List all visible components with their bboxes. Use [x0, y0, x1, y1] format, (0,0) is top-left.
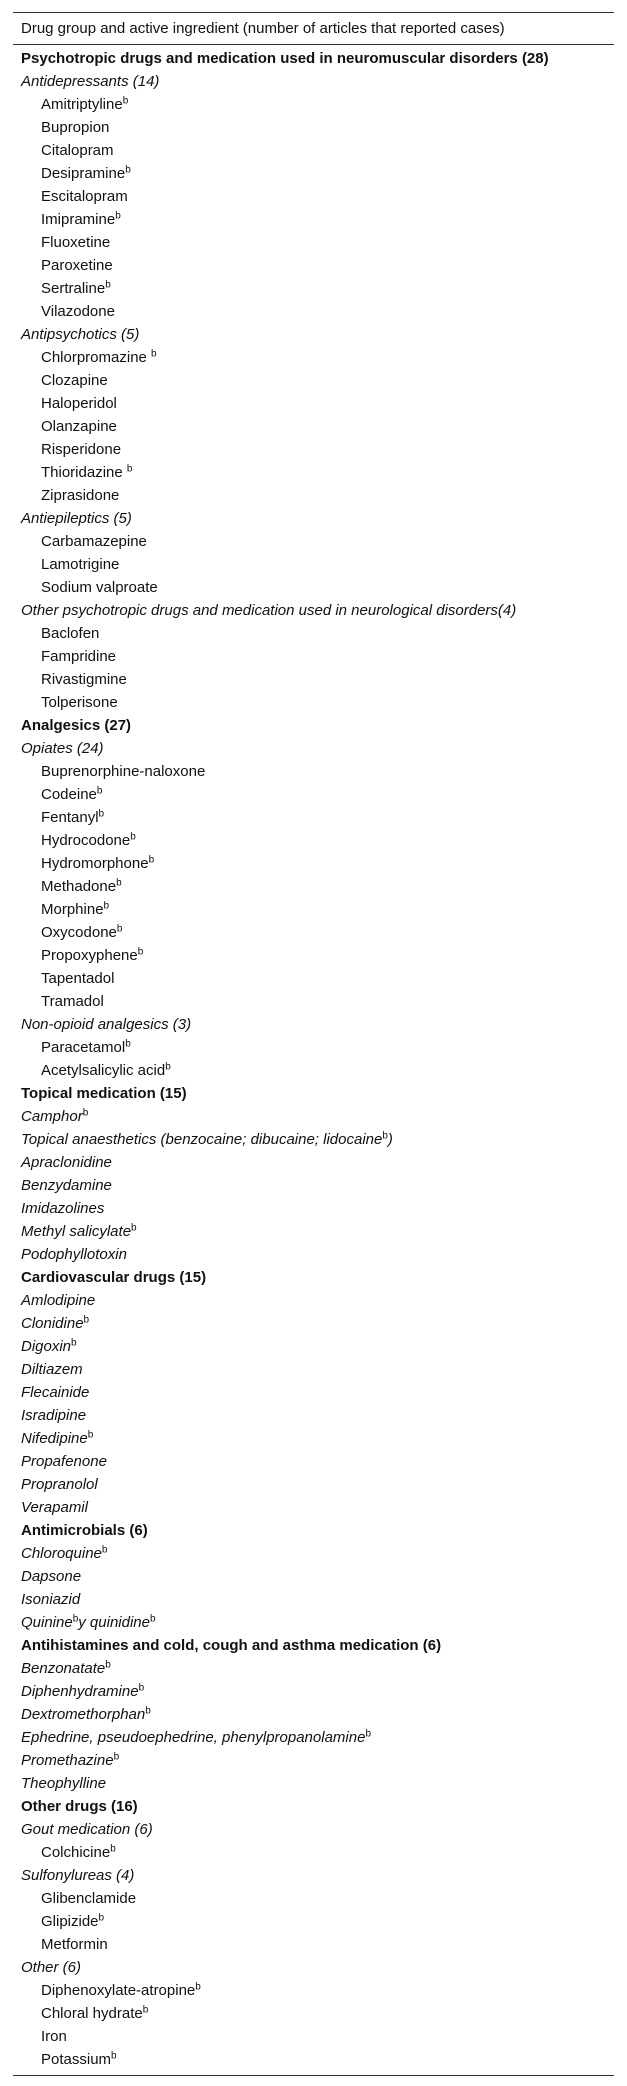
drug-ingredient-row — [13, 783, 614, 806]
drug-group-row — [13, 1519, 614, 1542]
row-text: Potassium — [41, 2051, 112, 2068]
drug-ingredient-row — [13, 277, 614, 300]
row-text: Lamotrigine — [41, 556, 120, 573]
footnote-marker: b — [148, 854, 155, 866]
footnote-marker: b — [82, 1107, 89, 1119]
row-text: Olanzapine — [41, 418, 117, 435]
row-text: Amlodipine — [21, 1292, 96, 1309]
footnote-marker: b — [103, 900, 110, 912]
drug-ingredient-row — [13, 208, 614, 231]
drug-subgroup-row — [13, 1542, 614, 1565]
drug-ingredient-row — [13, 438, 614, 461]
row-text: Iron — [41, 2028, 67, 2045]
row-text: Diltiazem — [21, 1361, 83, 1378]
row-text: Amitriptyline — [41, 96, 123, 113]
drug-subgroup-row — [13, 1703, 614, 1726]
footnote-marker: b — [87, 1429, 94, 1441]
row-text: Antipsychotics (5) — [21, 326, 140, 343]
footnote-marker: b — [142, 2004, 149, 2016]
drug-ingredient-row — [13, 93, 614, 116]
drug-ingredient-row — [13, 369, 614, 392]
drug-ingredient-row — [13, 415, 614, 438]
footnote-marker: b — [105, 279, 111, 291]
drug-ingredient-row — [13, 139, 614, 162]
footnote-marker: b — [98, 1912, 105, 1924]
drug-ingredient-row — [13, 162, 614, 185]
drug-ingredient-row — [13, 346, 614, 369]
row-text: Promethazine — [21, 1752, 114, 1769]
drug-ingredient-row — [13, 852, 614, 875]
row-text: Fluoxetine — [41, 234, 111, 251]
drug-ingredient-row — [13, 2025, 614, 2048]
footnote-marker: b — [101, 1544, 108, 1556]
row-text: Quinine — [21, 1614, 73, 1631]
row-text: Other psychotropic drugs and medication used in neurological disorders(4) — [21, 602, 517, 619]
drug-subgroup-row — [13, 1772, 614, 1795]
drug-ingredient-row — [13, 576, 614, 599]
drug-subgroup-row — [13, 599, 614, 622]
row-text: Metformin — [41, 1936, 108, 1953]
footnote-marker: b — [165, 1061, 171, 1073]
row-text: Digoxin — [21, 1338, 72, 1355]
footnote-marker: b — [137, 946, 144, 958]
drug-subgroup-row — [13, 1657, 614, 1680]
row-text: Benzonatate — [21, 1660, 106, 1677]
footnote-marker: b — [125, 164, 131, 176]
row-text: Topical medication (15) — [21, 1085, 187, 1102]
drug-subgroup-row — [13, 1197, 614, 1220]
row-text: Sodium valproate — [41, 579, 158, 596]
row-text: Hydromorphone — [41, 855, 149, 872]
row-text: Diphenoxylate-atropine — [41, 1982, 196, 1999]
row-text: Nifedipine — [21, 1430, 88, 1447]
row-text: Imipramine — [41, 211, 116, 228]
drug-subgroup-row — [13, 323, 614, 346]
drug-ingredient-row — [13, 185, 614, 208]
row-text: Tramadol — [41, 993, 104, 1010]
drug-ingredient-row — [13, 553, 614, 576]
drug-subgroup-row — [13, 1404, 614, 1427]
row-text: Diphenhydramine — [21, 1683, 139, 1700]
row-text: Oxycodone — [41, 924, 117, 941]
row-text: Dapsone — [21, 1568, 82, 1585]
drug-group-row — [13, 714, 614, 737]
row-text: Chloroquine — [21, 1545, 102, 1562]
row-text: Dextromethorphan — [21, 1706, 146, 1723]
footnote-marker: b — [195, 1981, 201, 1993]
drug-subgroup-row — [13, 1174, 614, 1197]
row-text-continued: y quinidine — [78, 1614, 150, 1631]
drug-ingredient-row — [13, 484, 614, 507]
row-text: Propafenone — [21, 1453, 107, 1470]
drug-subgroup-row — [13, 1312, 614, 1335]
drug-ingredient-row — [13, 461, 614, 484]
drug-subgroup-row — [13, 1128, 614, 1151]
row-text: Gout medication (6) — [21, 1821, 153, 1838]
row-text: Vilazodone — [41, 303, 115, 320]
row-text: Topical anaesthetics (benzocaine; dibucaine; lidocaine — [21, 1131, 383, 1148]
drug-subgroup-row — [13, 70, 614, 93]
drug-ingredient-row — [13, 622, 614, 645]
row-text: Tolperisone — [41, 694, 118, 711]
footnote-marker: b — [96, 785, 103, 797]
drug-ingredient-row — [13, 921, 614, 944]
row-text: Non-opioid analgesics (3) — [21, 1016, 192, 1033]
row-text: Propranolol — [21, 1476, 98, 1493]
footnote-marker: b — [72, 1613, 79, 1625]
row-text: Sertraline — [41, 280, 106, 297]
row-text: Benzydamine — [21, 1177, 112, 1194]
footnote-marker: b — [113, 1751, 120, 1763]
drug-ingredient-row — [13, 254, 614, 277]
row-text: Imidazolines — [21, 1200, 105, 1217]
row-text: Sulfonylureas (4) — [21, 1867, 135, 1884]
drug-subgroup-row — [13, 737, 614, 760]
row-text: Fentanyl — [41, 809, 99, 826]
drug-ingredient-row — [13, 990, 614, 1013]
drug-subgroup-row — [13, 1427, 614, 1450]
footnote-marker: b — [151, 348, 157, 360]
drug-ingredient-row — [13, 967, 614, 990]
drug-group-row — [13, 1634, 614, 1657]
drug-subgroup-row — [13, 1381, 614, 1404]
row-text: Antihistamines and cold, cough and asthma medication (6) — [21, 1637, 442, 1654]
row-text: Chlorpromazine — [41, 349, 152, 366]
drug-ingredient-row — [13, 231, 614, 254]
drug-table — [13, 12, 614, 2076]
drug-ingredient-row — [13, 668, 614, 691]
drug-subgroup-row — [13, 1151, 614, 1174]
row-text: Glibenclamide — [41, 1890, 137, 1907]
row-text: Methyl salicylate — [21, 1223, 132, 1240]
row-text: Desipramine — [41, 165, 126, 182]
drug-ingredient-row — [13, 2048, 614, 2071]
footnote-marker: b — [130, 831, 136, 843]
drug-ingredient-row — [13, 898, 614, 921]
drug-ingredient-row — [13, 1059, 614, 1082]
row-text: Paroxetine — [41, 257, 113, 274]
footnote-marker: b — [138, 1682, 145, 1694]
footnote-marker: b — [71, 1337, 77, 1349]
row-text: Flecainide — [21, 1384, 90, 1401]
row-text: Risperidone — [41, 441, 122, 458]
drug-subgroup-row — [13, 1818, 614, 1841]
drug-ingredient-row — [13, 944, 614, 967]
drug-subgroup-row — [13, 1680, 614, 1703]
row-text: Other (6) — [21, 1959, 82, 1976]
drug-ingredient-row — [13, 760, 614, 783]
row-text: Antimicrobials (6) — [21, 1522, 148, 1539]
drug-subgroup-row — [13, 1565, 614, 1588]
drug-ingredient-row — [13, 1979, 614, 2002]
row-text-continued: ) — [387, 1131, 393, 1148]
row-text: Colchicine — [41, 1844, 111, 1861]
row-text: Acetylsalicylic acid — [41, 1062, 166, 1079]
row-text: Citalopram — [41, 142, 114, 159]
row-text: Rivastigmine — [41, 671, 127, 688]
row-text: Methadone — [41, 878, 117, 895]
row-text: Psychotropic drugs and medication used in neuromuscular disorders (28) — [21, 50, 549, 67]
drug-ingredient-row — [13, 875, 614, 898]
footnote-marker: b — [125, 1038, 131, 1050]
table-header: Drug group and active ingredient (number of articles that reported cases) — [13, 13, 614, 45]
row-text: Isradipine — [21, 1407, 87, 1424]
drug-subgroup-row — [13, 1864, 614, 1887]
footnote-marker: b — [149, 1613, 156, 1625]
row-text: Haloperidol — [41, 395, 117, 412]
footnote-marker: b — [126, 463, 133, 475]
drug-subgroup-row — [13, 1335, 614, 1358]
row-text: Ziprasidone — [41, 487, 120, 504]
row-text: Paracetamol — [41, 1039, 126, 1056]
footnote-marker: b — [145, 1705, 151, 1717]
row-text: Antidepressants (14) — [21, 73, 160, 90]
drug-ingredient-row — [13, 645, 614, 668]
footnote-marker: b — [116, 877, 122, 889]
drug-subgroup-row — [13, 1289, 614, 1312]
row-text: Ephedrine, pseudoephedrine, phenylpropanolamine — [21, 1729, 366, 1746]
drug-group-row — [13, 47, 614, 70]
row-text: Baclofen — [41, 625, 100, 642]
drug-subgroup-row — [13, 1473, 614, 1496]
drug-ingredient-row — [13, 1841, 614, 1864]
row-text: Morphine — [41, 901, 104, 918]
row-text: Opiates (24) — [21, 740, 104, 757]
row-text: Buprenorphine-naloxone — [41, 763, 206, 780]
footnote-marker: b — [111, 2050, 117, 2062]
row-text: Tapentadol — [41, 970, 115, 987]
drug-subgroup-row — [13, 507, 614, 530]
footnote-marker: b — [110, 1843, 116, 1855]
drug-subgroup-row — [13, 1105, 614, 1128]
row-text: Verapamil — [21, 1499, 88, 1516]
drug-ingredient-row — [13, 806, 614, 829]
drug-ingredient-row — [13, 392, 614, 415]
footnote-marker: b — [365, 1728, 371, 1740]
drug-ingredient-row — [13, 300, 614, 323]
drug-subgroup-row — [13, 1726, 614, 1749]
row-text: Analgesics (27) — [21, 717, 132, 734]
footnote-marker: b — [122, 95, 129, 107]
drug-ingredient-row — [13, 530, 614, 553]
row-text: Apraclonidine — [21, 1154, 112, 1171]
table-body — [13, 45, 614, 2075]
drug-subgroup-row — [13, 1956, 614, 1979]
footnote-marker: b — [83, 1314, 90, 1326]
drug-ingredient-row — [13, 1887, 614, 1910]
footnote-marker: b — [115, 210, 121, 222]
row-text: Chloral hydrate — [41, 2005, 143, 2022]
row-text: Clonidine — [21, 1315, 84, 1332]
drug-ingredient-row — [13, 829, 614, 852]
row-text: Thioridazine — [41, 464, 127, 481]
drug-ingredient-row — [13, 691, 614, 714]
drug-group-row — [13, 1795, 614, 1818]
row-text: Escitalopram — [41, 188, 128, 205]
drug-subgroup-row — [13, 1588, 614, 1611]
drug-ingredient-row — [13, 116, 614, 139]
row-text: Glipizide — [41, 1913, 99, 1930]
footnote-marker: b — [382, 1130, 388, 1142]
row-text: Other drugs (16) — [21, 1798, 138, 1815]
row-text: Codeine — [41, 786, 97, 803]
row-text: Clozapine — [41, 372, 108, 389]
row-text: Theophylline — [21, 1775, 107, 1792]
footnote-marker: b — [98, 808, 105, 820]
footnote-marker: b — [105, 1659, 111, 1671]
footnote-marker: b — [131, 1222, 137, 1234]
drug-subgroup-row — [13, 1749, 614, 1772]
drug-subgroup-row — [13, 1450, 614, 1473]
footnote-marker: b — [116, 923, 123, 935]
row-text: Hydrocodone — [41, 832, 131, 849]
drug-subgroup-row — [13, 1611, 614, 1634]
row-text: Antiepileptics (5) — [21, 510, 132, 527]
row-text: Fampridine — [41, 648, 117, 665]
row-text: Camphor — [21, 1108, 83, 1125]
drug-subgroup-row — [13, 1013, 614, 1036]
row-text: Propoxyphene — [41, 947, 138, 964]
drug-subgroup-row — [13, 1220, 614, 1243]
drug-group-row — [13, 1266, 614, 1289]
drug-group-row — [13, 1082, 614, 1105]
row-text: Podophyllotoxin — [21, 1246, 127, 1263]
drug-ingredient-row — [13, 1036, 614, 1059]
row-text: Carbamazepine — [41, 533, 147, 550]
row-text: Isoniazid — [21, 1591, 81, 1608]
drug-subgroup-row — [13, 1358, 614, 1381]
drug-ingredient-row — [13, 1933, 614, 1956]
drug-subgroup-row — [13, 1496, 614, 1519]
row-text: Cardiovascular drugs (15) — [21, 1269, 207, 1286]
row-text: Bupropion — [41, 119, 110, 136]
drug-ingredient-row — [13, 1910, 614, 1933]
drug-subgroup-row — [13, 1243, 614, 1266]
drug-ingredient-row — [13, 2002, 614, 2025]
